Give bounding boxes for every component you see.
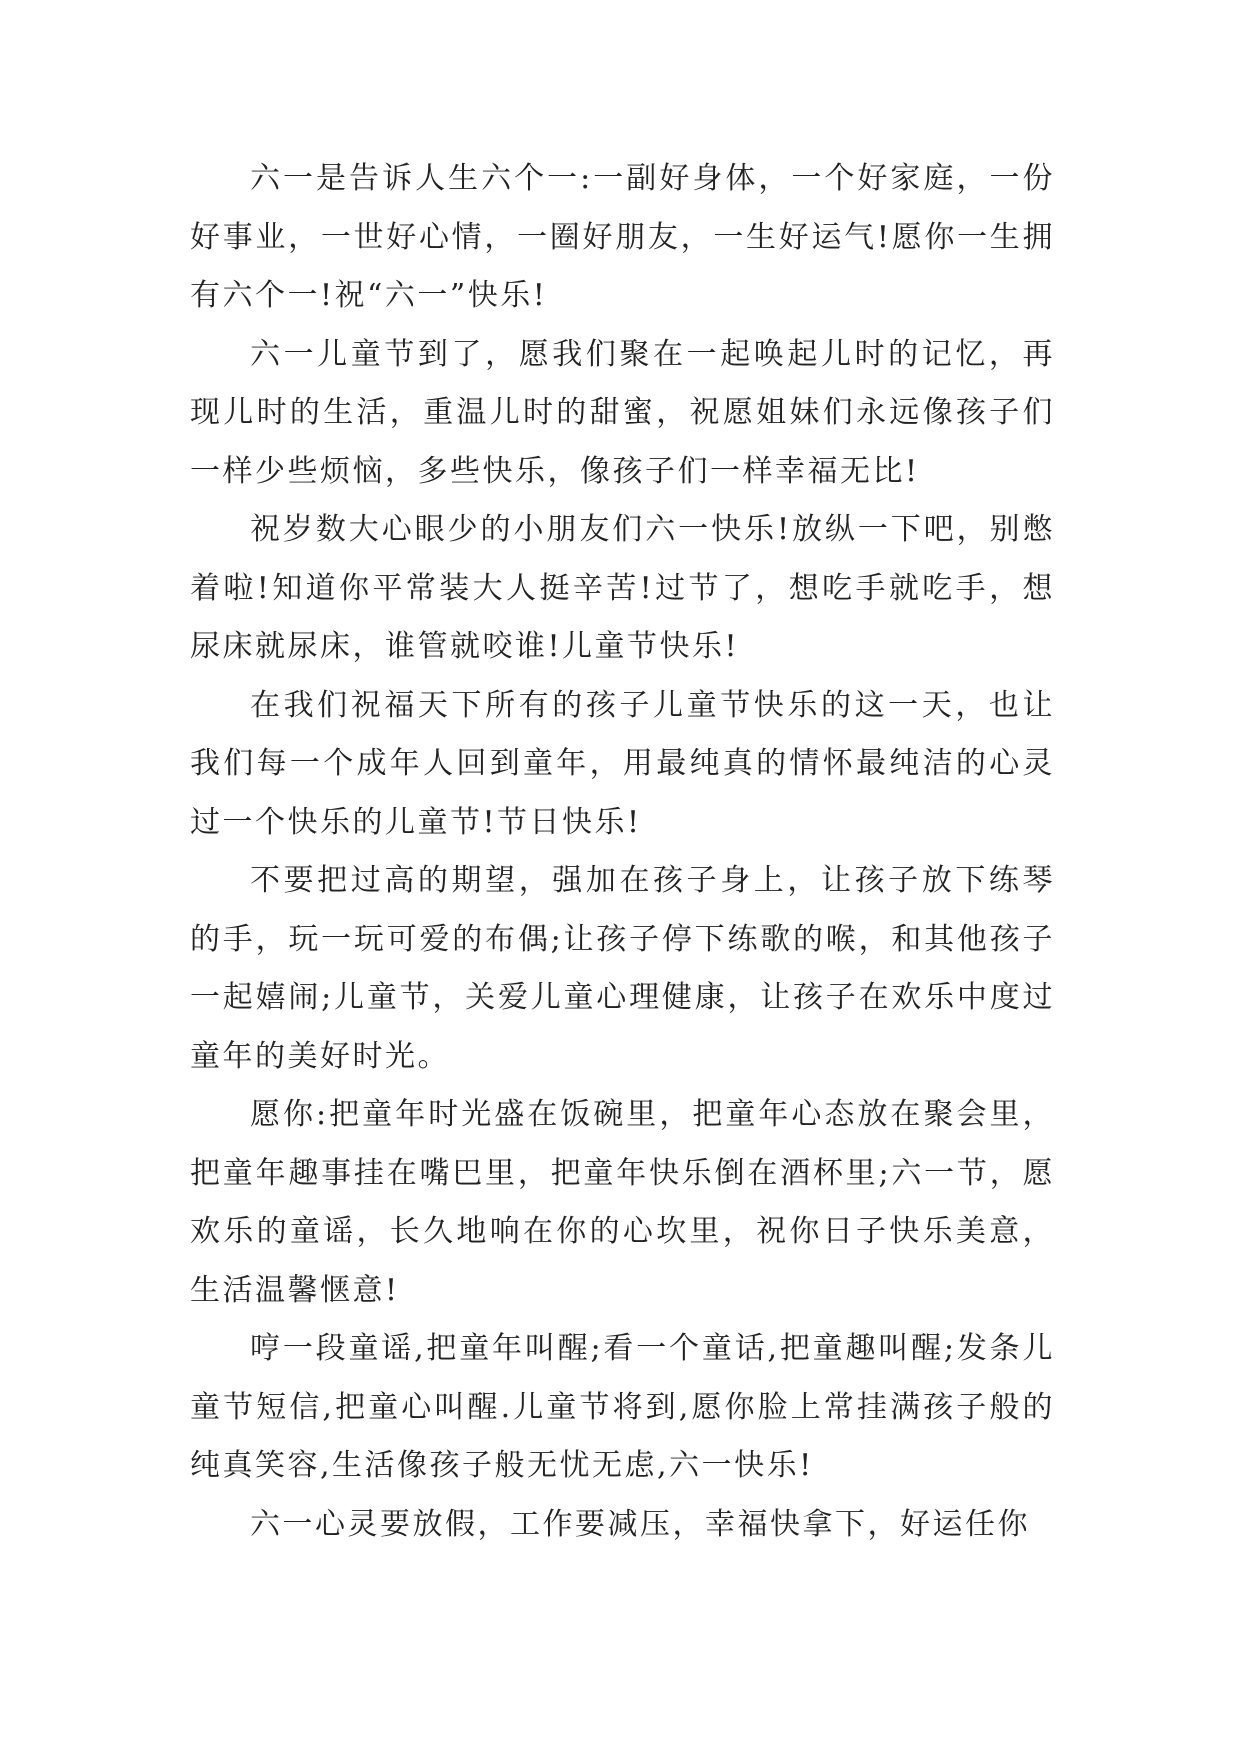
paragraph: 六一心灵要放假，工作要减压，幸福快拿下，好运任你 bbox=[250, 1506, 1030, 1542]
paragraph: 在我们祝福天下所有的孩子儿童节快乐的这一天，也让我们每一个成年人回到童年，用最纯真的情怀最纯洁的心灵过一个快乐的儿童节!节日快乐! bbox=[190, 687, 1055, 840]
paragraph: 哼一段童谣,把童年叫醒;看一个童话,把童趣叫醒;发条儿童节短信,把童心叫醒.儿童节将到,愿你脸上常挂满孩子般的纯真笑容,生活像孩子般无忧无虑,六一快乐! bbox=[190, 1331, 1055, 1483]
paragraph: 愿你:把童年时光盛在饭碗里，把童年心态放在聚会里，把童年趣事挂在嘴巴里，把童年快乐倒在酒杯里;六一节，愿欢乐的童谣，长久地响在你的心坎里，祝你日子快乐美意，生活温馨惬意! bbox=[190, 1097, 1055, 1308]
document-page bbox=[190, 150, 1055, 1554]
paragraph: 祝岁数大心眼少的小朋友们六一快乐!放纵一下吧，别憋着啦!知道你平常装大人挺辛苦!过节了，想吃手就吃手，想尿床就尿床，谁管就咬谁!儿童节快乐! bbox=[190, 512, 1055, 664]
paragraph: 不要把过高的期望，强加在孩子身上，让孩子放下练琴的手，玩一玩可爱的布偶;让孩子停下练歌的喉，和其他孩子一起嬉闹;儿童节，关爱儿童心理健康，让孩子在欢乐中度过童年的美好时光。 bbox=[190, 863, 1055, 1074]
paragraph: 六一儿童节到了，愿我们聚在一起唤起儿时的记忆，再现儿时的生活，重温儿时的甜蜜，祝愿姐妹们永远像孩子们一样少些烦恼，多些快乐，像孩子们一样幸福无比! bbox=[190, 336, 1055, 489]
paragraph: 六一是告诉人生六个一:一副好身体，一个好家庭，一份好事业，一世好心情，一圈好朋友，一生好运气!愿你一生拥有六个一!祝“六一”快乐! bbox=[190, 161, 1055, 313]
